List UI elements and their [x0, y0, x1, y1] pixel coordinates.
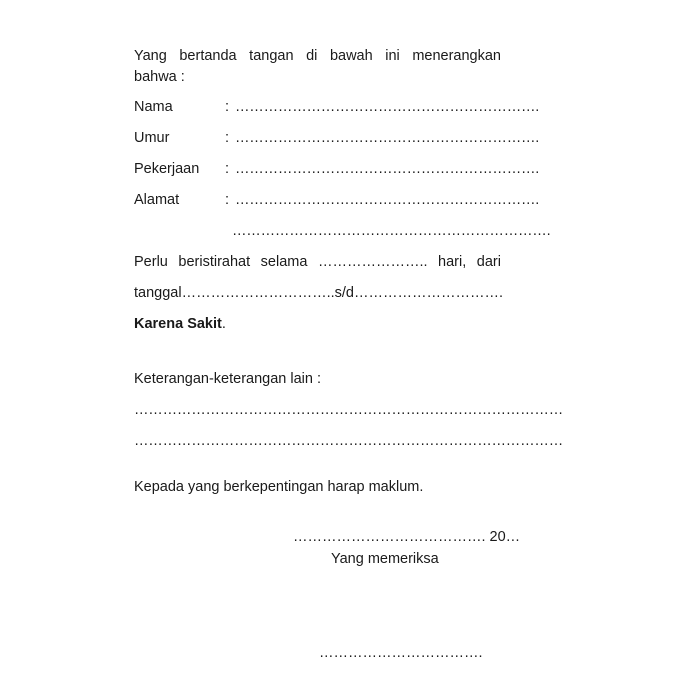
field-umur[interactable]	[134, 129, 540, 147]
closing-sentence: Kepada yang berkepentingan harap maklum.	[134, 479, 424, 495]
rest-word: dari	[476, 254, 501, 270]
field-nama[interactable]	[134, 98, 540, 116]
field-blank[interactable]: ……………………………………………………….	[235, 192, 540, 208]
field-blank[interactable]: ……………………………………………………….	[235, 99, 540, 115]
intro-word: Yang	[134, 48, 167, 64]
place-date-blank[interactable]: …………………………………. 20…	[293, 529, 521, 545]
reason-suffix: .	[221, 316, 226, 332]
field-blank[interactable]: ……………………………………………………….	[235, 130, 540, 146]
field-label: Pekerjaan	[134, 161, 200, 177]
from-date-blank[interactable]: …………………………..	[181, 285, 335, 301]
rest-word: hari,	[438, 254, 467, 270]
field-blank[interactable]: ……………………………………………………….	[235, 161, 540, 177]
other-notes-label: Keterangan-keterangan lain :	[134, 371, 322, 387]
intro-word: tangan	[249, 48, 294, 64]
other-notes-blank-2[interactable]: ………………………………………………………………………………	[134, 433, 564, 449]
date-word: s/d	[334, 285, 354, 301]
field-colon: :	[225, 99, 230, 115]
field-colon: :	[225, 192, 230, 208]
signer-name-blank[interactable]: …………………………….	[319, 645, 483, 661]
intro-word: bawah	[329, 48, 373, 64]
field-colon: :	[225, 161, 230, 177]
field-pekerjaan[interactable]	[134, 160, 540, 178]
rest-word: Perlu	[134, 254, 168, 270]
intro-word: bertanda	[179, 48, 237, 64]
signer-role: Yang memeriksa	[331, 551, 439, 567]
field-alamat[interactable]	[134, 191, 540, 209]
date-word: tanggal	[134, 285, 182, 301]
address-extra-blank[interactable]: ………………………………………………………….	[232, 223, 551, 239]
to-date-blank[interactable]: ………………………….	[353, 285, 504, 301]
intro-word: ini	[385, 48, 400, 64]
intro-line-1	[134, 47, 501, 65]
intro-word: di	[306, 48, 318, 64]
rest-period-line	[134, 253, 501, 271]
field-colon: :	[225, 130, 230, 146]
rest-word: beristirahat	[178, 254, 251, 270]
reason-line	[134, 315, 226, 333]
other-notes-blank-1[interactable]: ………………………………………………………………………………	[134, 402, 564, 418]
intro-line-2: bahwa :	[134, 69, 185, 85]
date-range-line	[134, 284, 504, 302]
days-blank[interactable]: …………………..	[317, 254, 428, 270]
intro-word: menerangkan	[412, 48, 501, 64]
field-label: Nama	[134, 99, 173, 115]
field-label: Umur	[134, 130, 170, 146]
rest-word: selama	[260, 254, 308, 270]
reason-bold: Karena Sakit	[134, 316, 222, 332]
field-label: Alamat	[134, 192, 180, 208]
